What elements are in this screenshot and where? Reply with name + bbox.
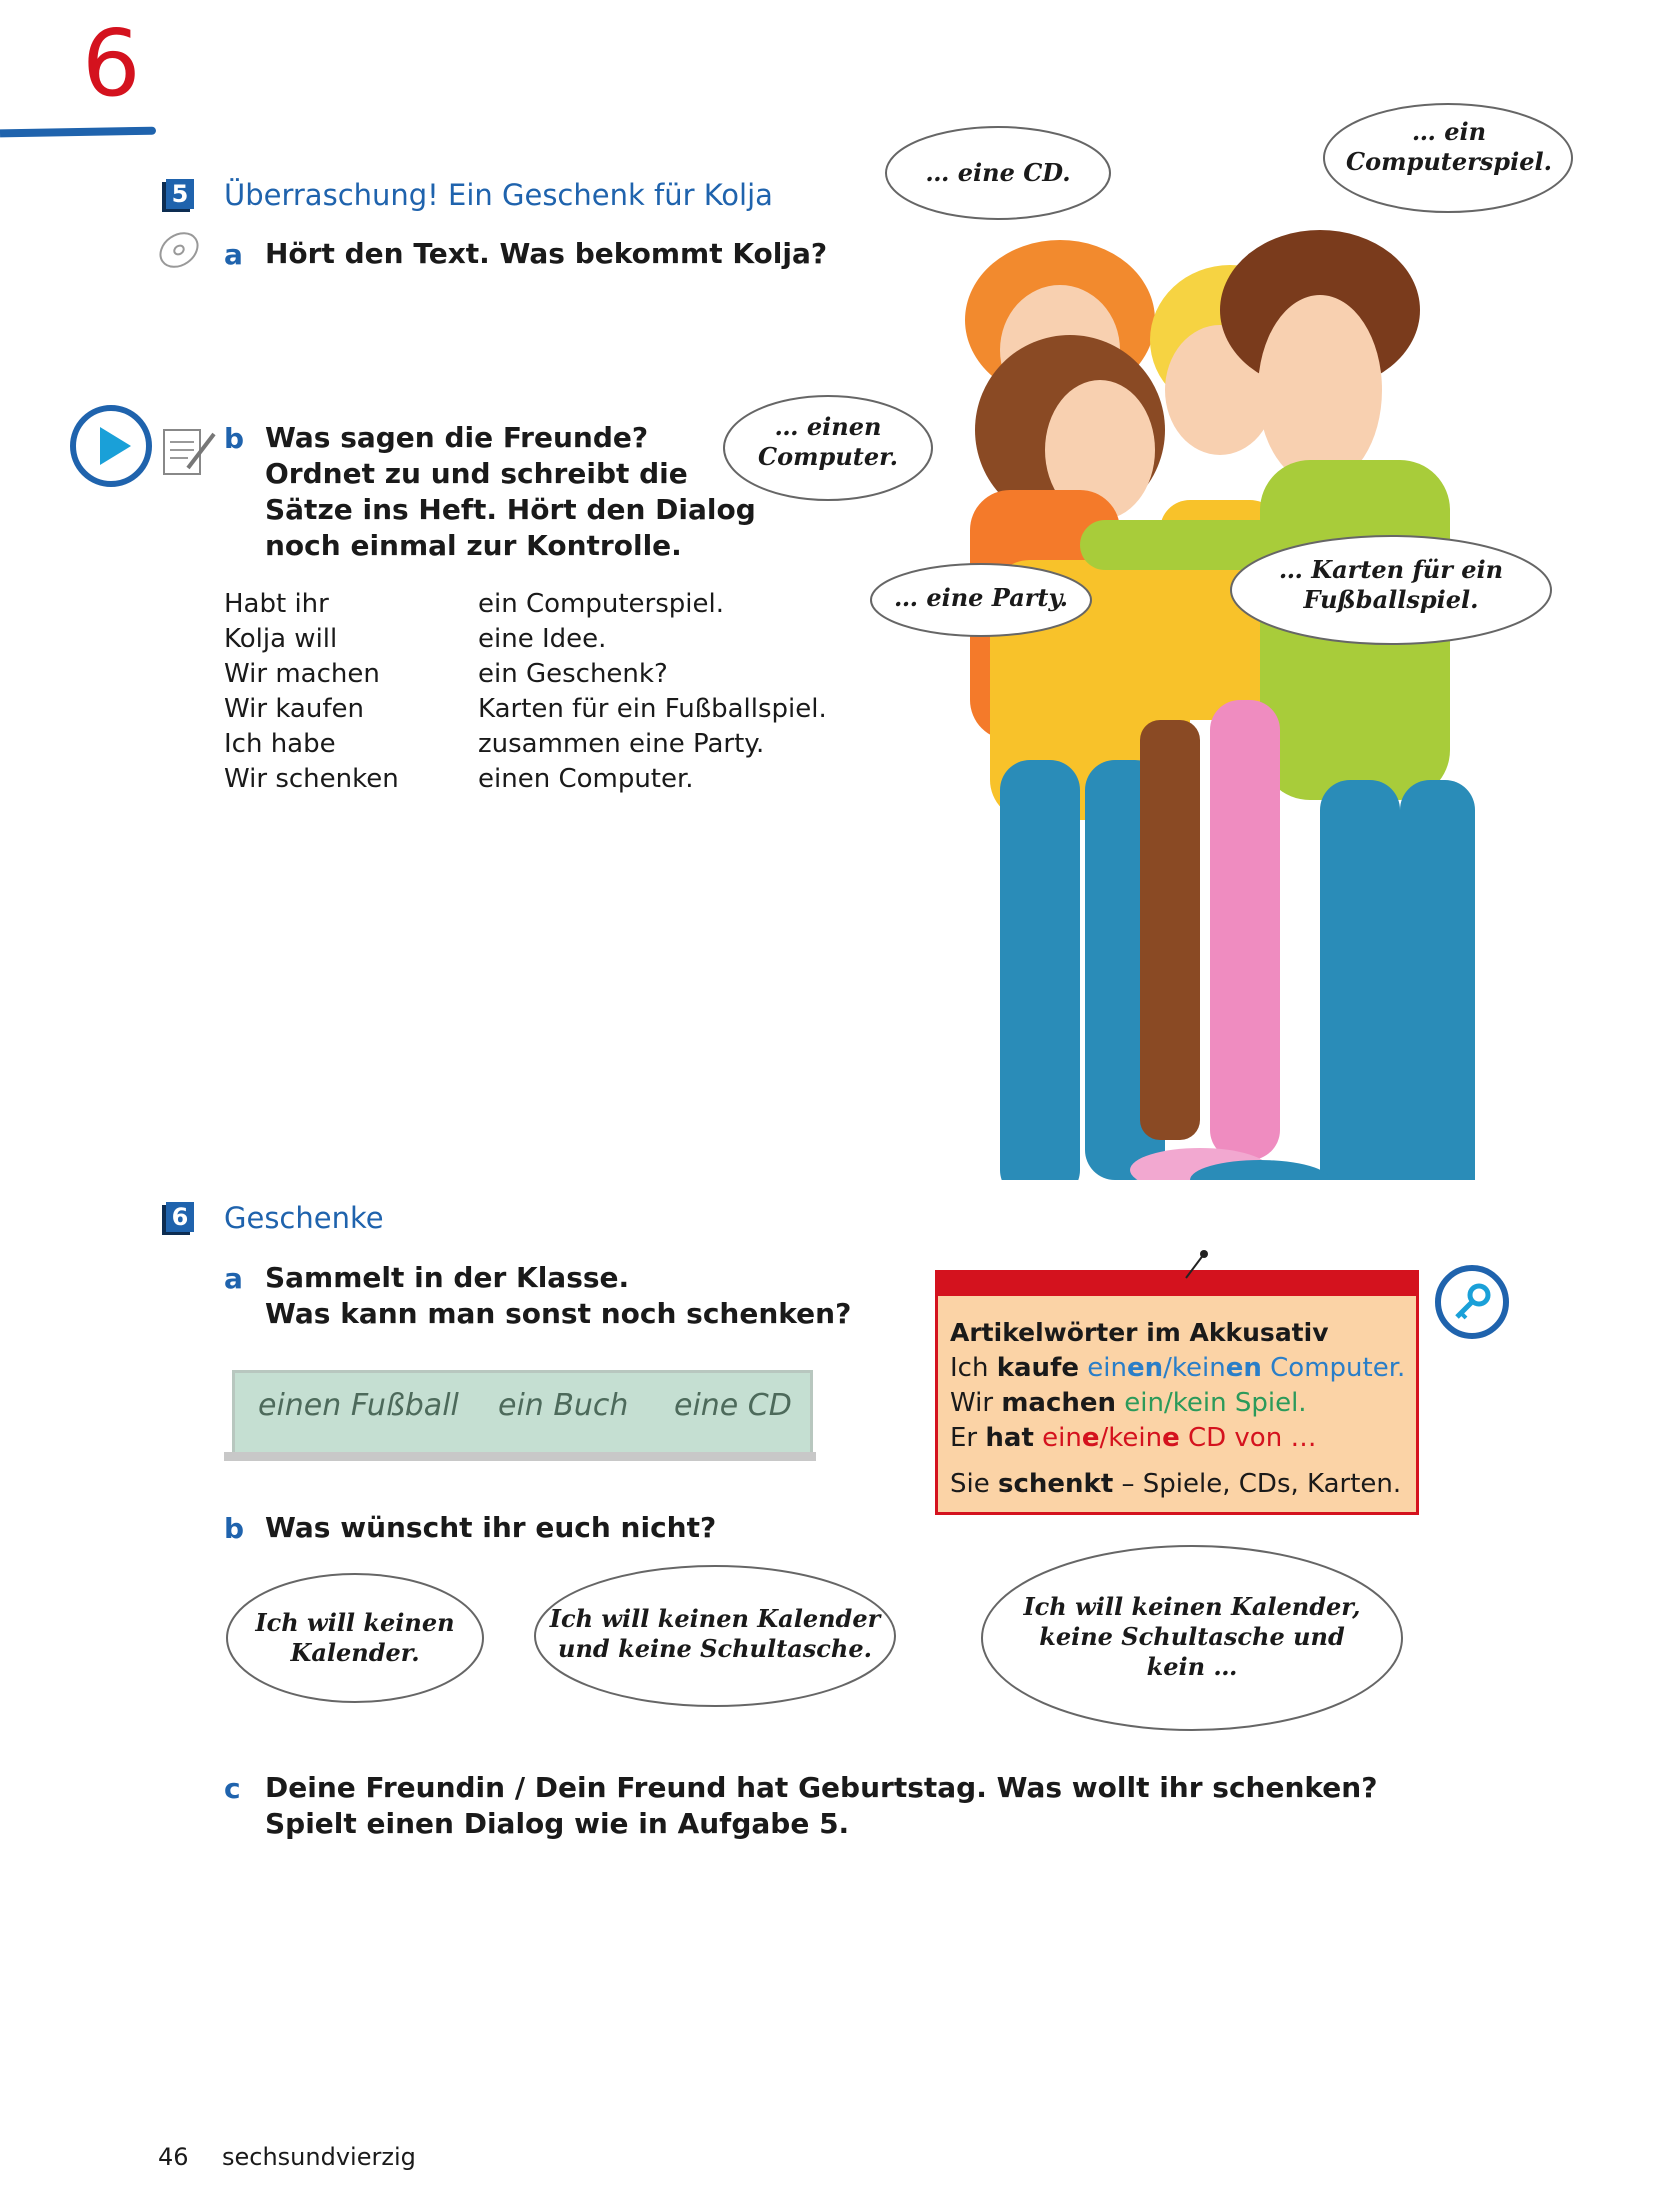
exercise-5b-letter: b (224, 422, 245, 455)
page-number: 46 (158, 2143, 189, 2171)
board-ledge (224, 1452, 816, 1461)
friends-illustration (880, 200, 1500, 1180)
exercise-6a-instruction: Sammelt in der Klasse. Was kann man sonst noch schenken? (265, 1261, 852, 1330)
exercise-5a-text: Hört den Text. Was bekommt Kolja? (265, 237, 828, 270)
exercise-5a-letter: a (224, 238, 243, 271)
list-item: ein Geschenk? (478, 659, 668, 689)
grammar-line-ein: Wir machen ein/kein Spiel. (950, 1388, 1307, 1418)
list-item: Ich habe (224, 729, 336, 759)
list-item: Habt ihr (224, 589, 329, 619)
exercise-6-title: Geschenke (224, 1201, 384, 1235)
exercise-6a-letter: a (224, 1262, 243, 1295)
grammar-box-header (935, 1270, 1419, 1296)
chapter-number: 6 (82, 10, 141, 117)
bubble-text-three: Ich will keinen Kalender, keine Schultasche und kein … (1023, 1592, 1361, 1681)
board-word-cd: eine CD (674, 1388, 792, 1423)
bubble-text-computer: … einen Computer. (758, 412, 898, 471)
grammar-line-eine: Er hat eine/keine CD von … (950, 1423, 1317, 1453)
list-item: zusammen eine Party. (478, 729, 765, 759)
exercise-5-title: Überraschung! Ein Geschenk für Kolja (224, 178, 773, 212)
cd-icon (156, 228, 202, 272)
grammar-box-title: Artikelwörter im Akkusativ (950, 1318, 1329, 1347)
bubble-text-cd: … eine CD. (925, 158, 1071, 187)
sentence-starts-column (224, 587, 399, 797)
list-item: eine Idee. (478, 624, 607, 654)
exercise-6c-instruction: Deine Freundin / Dein Freund hat Geburtstag. Was wollt ihr schenken? Spielt einen Dialog wie in Aufgabe 5. (265, 1771, 1378, 1840)
bubble-text-two: Ich will keinen Kalender und keine Schultasche. (549, 1604, 881, 1663)
bubble-text-party: … eine Party. (893, 583, 1069, 612)
list-item: Karten für ein Fußballspiel. (478, 694, 827, 724)
key-icon[interactable] (1433, 1263, 1511, 1341)
grammar-line-einen: Ich kaufe einen/keinen Computer. (950, 1353, 1406, 1383)
board-word-buch: ein Buch (498, 1388, 629, 1423)
bubble-text-one: Ich will keinen Kalender. (255, 1608, 455, 1667)
list-item: Wir kaufen (224, 694, 364, 724)
exercise-6-badge: 6 (166, 1202, 194, 1232)
exercise-6b-text: Was wünscht ihr euch nicht? (265, 1511, 717, 1544)
bubble-text-computerspiel: … ein Computerspiel. (1346, 117, 1552, 176)
exercise-5b-instruction: Was sagen die Freunde? Ordnet zu und schreibt die Sätze ins Heft. Hört den Dialog noch einmal zur Kontrolle. (265, 421, 756, 562)
exercise-6c-letter: c (224, 1772, 241, 1805)
pin-icon (1182, 1248, 1212, 1282)
sentence-endings-column (478, 587, 827, 797)
list-item: Wir machen (224, 659, 380, 689)
write-notebook-icon (158, 420, 218, 480)
play-audio-button[interactable] (68, 403, 154, 489)
bubble-text-karten: … Karten für ein Fußballspiel. (1278, 555, 1504, 614)
list-item: Kolja will (224, 624, 338, 654)
grammar-line-plural: Sie schenkt – Spiele, CDs, Karten. (950, 1469, 1402, 1499)
exercise-5-badge: 5 (166, 179, 194, 209)
chapter-underline (0, 127, 156, 138)
list-item: einen Computer. (478, 764, 694, 794)
list-item: ein Computerspiel. (478, 589, 724, 619)
list-item: Wir schenken (224, 764, 399, 794)
board-word-fussball: einen Fußball (258, 1388, 459, 1423)
page-number-word: sechsundvierzig (222, 2143, 416, 2171)
exercise-6b-letter: b (224, 1512, 245, 1545)
